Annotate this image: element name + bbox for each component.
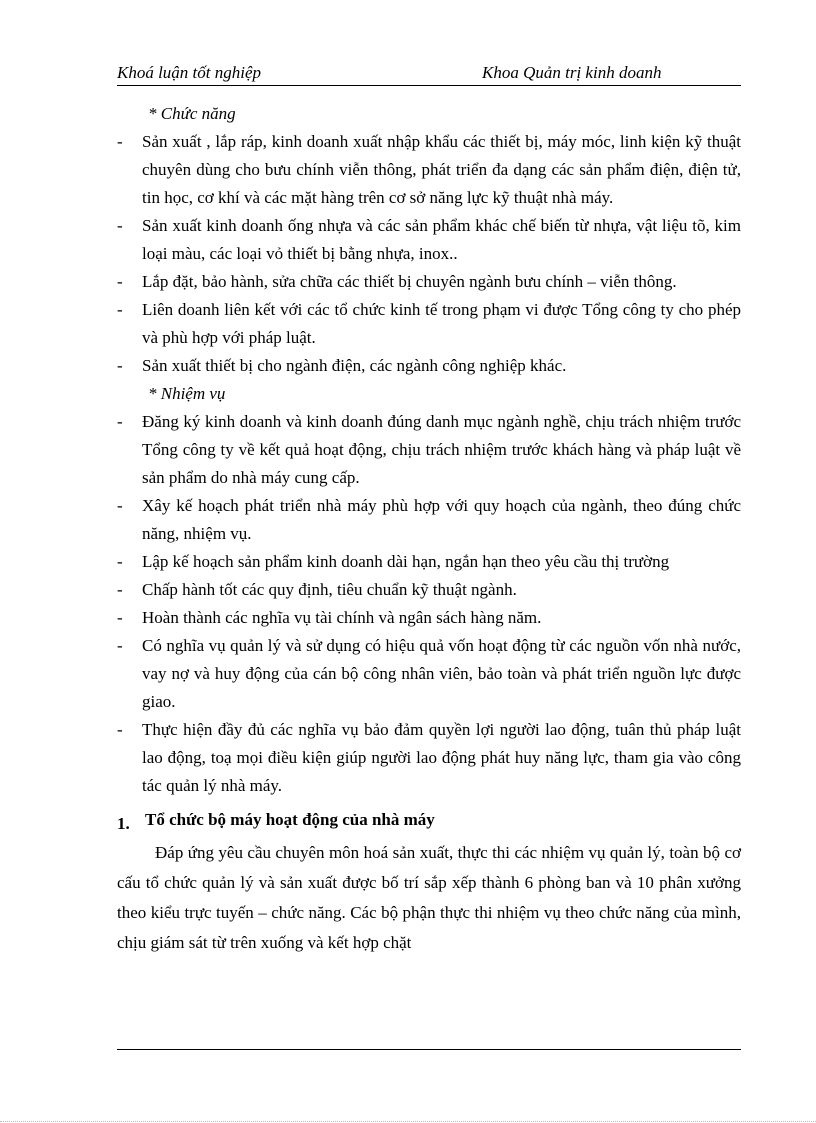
duty-item-text: Hoàn thành các nghĩa vụ tài chính và ngân sách hàng năm. [142, 608, 542, 627]
duty-item [117, 604, 741, 632]
duty-item-text: Xây kế hoạch phát triển nhà máy phù hợp với quy hoạch của ngành, theo đúng chức năng, nhiệm vụ. [142, 496, 741, 543]
duty-item-text: Chấp hành tốt các quy định, tiêu chuẩn kỹ thuật ngành. [142, 580, 517, 599]
section-title-text: Tổ chức bộ máy hoạt động của nhà máy [145, 810, 435, 829]
function-item [117, 212, 741, 268]
duty-item-text: Lập kế hoạch sản phẩm kinh doanh dài hạn, ngắn hạn theo yêu cầu thị trường [142, 552, 670, 571]
header-thesis-label: Khoá luận tốt nghiệp [117, 63, 262, 82]
bullet-dash: - [117, 608, 123, 627]
function-item-text: Lắp đặt, bảo hành, sửa chữa các thiết bị chuyên ngành bưu chính – viễn thông. [142, 272, 677, 291]
bullet-dash: - [117, 580, 123, 599]
footer-rule [117, 1049, 741, 1050]
duty-item [117, 548, 741, 576]
page-edge-divider [0, 1121, 816, 1122]
bullet-dash: - [117, 552, 123, 571]
section-number: 1. [117, 814, 130, 833]
bullet-dash: - [117, 412, 123, 431]
duty-item-text: Có nghĩa vụ quản lý và sử dụng có hiệu quả vốn hoạt động từ các nguồn vốn nhà nước, vay nợ và huy động của cán bộ công nhân viên, bảo toàn và phát triển nguồn lực được giao. [142, 636, 741, 711]
function-item [117, 296, 741, 352]
function-item-text: Sản xuất thiết bị cho ngành điện, các ngành công nghiệp khác. [142, 356, 567, 375]
page-header [117, 61, 741, 86]
function-item-text: Sản xuất kinh doanh ống nhựa và các sản phẩm khác chế biến từ nhựa, vật liệu tõ, kim loại màu, các loại vỏ thiết bị bằng nhựa, inox.. [142, 216, 741, 263]
bullet-dash: - [117, 356, 123, 375]
function-item [117, 352, 741, 380]
bullet-dash: - [117, 636, 123, 655]
duties-heading: * Nhiệm vụ [148, 384, 226, 403]
section-paragraph: Đáp ứng yêu cầu chuyên môn hoá sản xuất, thực thi các nhiệm vụ quản lý, toàn bộ cơ cấu tổ chức quản lý và sản xuất được bố trí sắp xếp thành 6 phòng ban và 10 phân xưởng theo kiểu trực tuyến – chức năng. Các bộ phận thực thi nhiệm vụ theo chức năng của mình, chịu giám sát từ trên xuống và kết hợp chặt [117, 843, 741, 952]
duty-item [117, 576, 741, 604]
duty-item [117, 716, 741, 800]
function-item [117, 268, 741, 296]
function-item-text: Sản xuất , lắp ráp, kinh doanh xuất nhập khẩu các thiết bị, máy móc, linh kiện kỹ thuật chuyên dùng cho bưu chính viễn thông, phát triển đa dạng các sản phẩm điện, điện tử, tin học, cơ khí và các mặt hàng trên cơ sở năng lực kỹ thuật nhà máy. [142, 132, 741, 207]
duty-item-text: Thực hiện đầy đủ các nghĩa vụ bảo đảm quyền lợi người lao động, tuân thủ pháp luật lao động, toạ mọi điều kiện giúp người lao động phát huy năng lực, tham gia vào công tác quản lý nhà máy. [142, 720, 741, 795]
bullet-dash: - [117, 720, 123, 739]
function-item-text: Liên doanh liên kết với các tổ chức kinh tế trong phạm vi được Tổng công ty cho phép và phù hợp với pháp luật. [142, 300, 741, 347]
page-body [117, 100, 741, 975]
function-item [117, 128, 741, 212]
duty-item [117, 492, 741, 548]
bullet-dash: - [117, 216, 123, 235]
duty-item-text: Đăng ký kinh doanh và kinh doanh đúng danh mục ngành nghề, chịu trách nhiệm trước Tổng công ty về kết quả hoạt động, chịu trách nhiệm trước khách hàng và pháp luật về sản phẩm do nhà máy cung cấp. [142, 412, 741, 487]
duty-item [117, 408, 741, 492]
bullet-dash: - [117, 272, 123, 291]
duty-item [117, 632, 741, 716]
functions-heading: * Chức năng [148, 104, 236, 123]
bullet-dash: - [117, 132, 123, 151]
bullet-dash: - [117, 496, 123, 515]
section-heading [117, 806, 741, 838]
bullet-dash: - [117, 300, 123, 319]
header-faculty-label: Khoa Quản trị kinh doanh [482, 63, 662, 82]
